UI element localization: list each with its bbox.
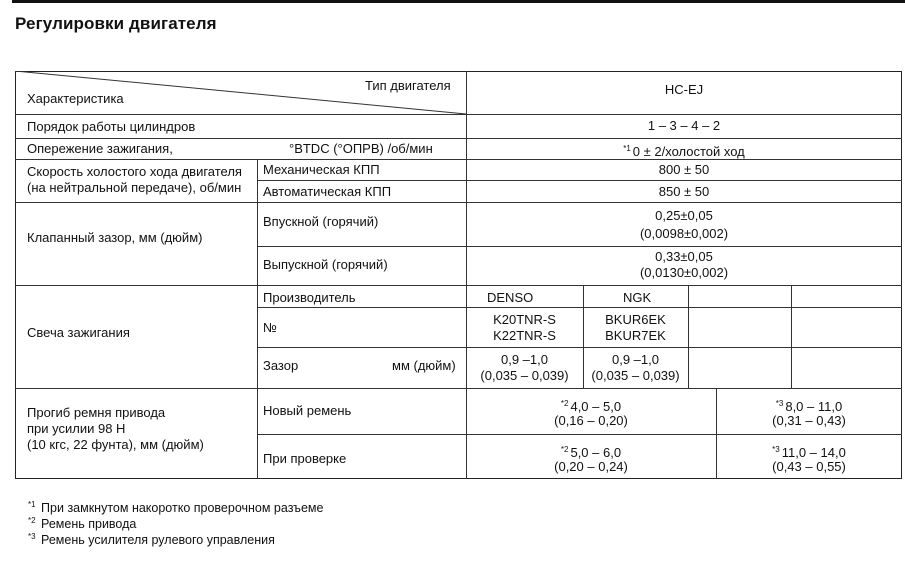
check-belt-drive-value: $^{*2}$ 5,0 – 6,0 [560, 445, 622, 460]
gap-label: Зазор [263, 358, 299, 373]
firing-order-label: Порядок работы цилиндров [27, 119, 196, 134]
top-rule [12, 0, 905, 3]
table-rule [257, 246, 902, 247]
exhaust-valve-label: Выпускной (горячий) [263, 257, 388, 272]
plug-number-label: № [263, 320, 277, 335]
table-rule [688, 285, 689, 388]
check-belt-drive-inch: (0,20 – 0,24) [554, 459, 628, 474]
table-rule [257, 180, 902, 181]
valve-clearance-label: Клапанный зазор, мм (дюйм) [27, 230, 203, 245]
footnote: $^{*2}$ Ремень привода [28, 516, 137, 531]
ignition-timing-unit: °BTDC (°ОПРВ) /об/мин [289, 141, 433, 156]
table-rule [15, 388, 902, 389]
check-belt-steering-value: $^{*3}$ 11,0 – 14,0 [772, 445, 846, 460]
denso-plug-2: K22TNR-S [493, 328, 556, 343]
ignition-timing-value: $^{*1}$ 0 ± 2/холостой ход [623, 144, 745, 159]
new-belt-label: Новый ремень [263, 403, 352, 418]
footnote: $^{*1}$ При замкнутом накоротко проверочном разъеме [28, 500, 324, 515]
footnote: $^{*3}$ Ремень усилителя рулевого управления [28, 532, 275, 547]
auto-gearbox-label: Автоматическая КПП [263, 184, 392, 199]
new-belt-drive-value: $^{*2}$ 4,0 – 5,0 [560, 399, 622, 414]
engine-model: HC-EJ [664, 82, 704, 97]
check-belt-label: При проверке [263, 451, 347, 466]
intake-valve-label: Впускной (горячий) [263, 214, 379, 229]
idle-speed-label: Скорость холостого хода двигателя [27, 164, 242, 179]
ngk-gap-inch: (0,035 – 0,039) [591, 368, 680, 383]
table-rule [257, 434, 902, 435]
table-rule [257, 159, 258, 479]
table-rule [15, 285, 902, 286]
ngk-plug-2: BKUR7EK [605, 328, 666, 343]
new-belt-drive-inch: (0,16 – 0,20) [554, 413, 628, 428]
table-rule [791, 285, 792, 388]
characteristic-label: Характеристика [27, 91, 124, 106]
maker-ngk: NGK [623, 290, 652, 305]
ignition-timing-label: Опережение зажигания, [27, 141, 173, 156]
gap-unit: мм (дюйм) [392, 358, 456, 373]
exhaust-clearance-value: 0,33±0,05 [655, 249, 713, 264]
table-rule [15, 138, 902, 139]
table-rule [15, 202, 902, 203]
maker-label: Производитель [263, 290, 356, 305]
exhaust-clearance-inch: (0,0130±0,002) [639, 265, 729, 280]
manual-idle-value: 800 ± 50 [658, 162, 710, 177]
ngk-plug-1: BKUR6EK [605, 312, 666, 327]
denso-gap-value: 0,9 –1,0 [501, 352, 548, 367]
belt-deflection-label: Прогиб ремня привода [27, 405, 166, 420]
auto-idle-value: 850 ± 50 [658, 184, 710, 199]
belt-deflection-label: (10 кгс, 22 фунта), мм (дюйм) [27, 437, 204, 452]
maker-denso: DENSO [487, 290, 534, 305]
denso-gap-inch: (0,035 – 0,039) [480, 368, 569, 383]
firing-order-value: 1 – 3 – 4 – 2 [647, 118, 721, 133]
intake-clearance-inch: (0,0098±0,002) [639, 226, 729, 241]
table-rule [257, 347, 902, 348]
spark-plug-label: Свеча зажигания [27, 325, 130, 340]
denso-plug-1: K20TNR-S [493, 312, 556, 327]
new-belt-steering-inch: (0,31 – 0,43) [772, 413, 846, 428]
page-title: Регулировки двигателя [15, 14, 217, 33]
belt-deflection-label: при усилии 98 Н [27, 421, 126, 436]
table-rule [257, 307, 902, 308]
idle-speed-label: (на нейтральной передаче), об/мин [27, 180, 242, 195]
intake-clearance-value: 0,25±0,05 [655, 208, 713, 223]
manual-gearbox-label: Механическая КПП [263, 162, 380, 177]
engine-type-label: Тип двигателя [365, 78, 451, 93]
ngk-gap-value: 0,9 –1,0 [612, 352, 659, 367]
new-belt-steering-value: $^{*3}$ 8,0 – 11,0 [775, 399, 843, 414]
check-belt-steering-inch: (0,43 – 0,55) [772, 459, 846, 474]
